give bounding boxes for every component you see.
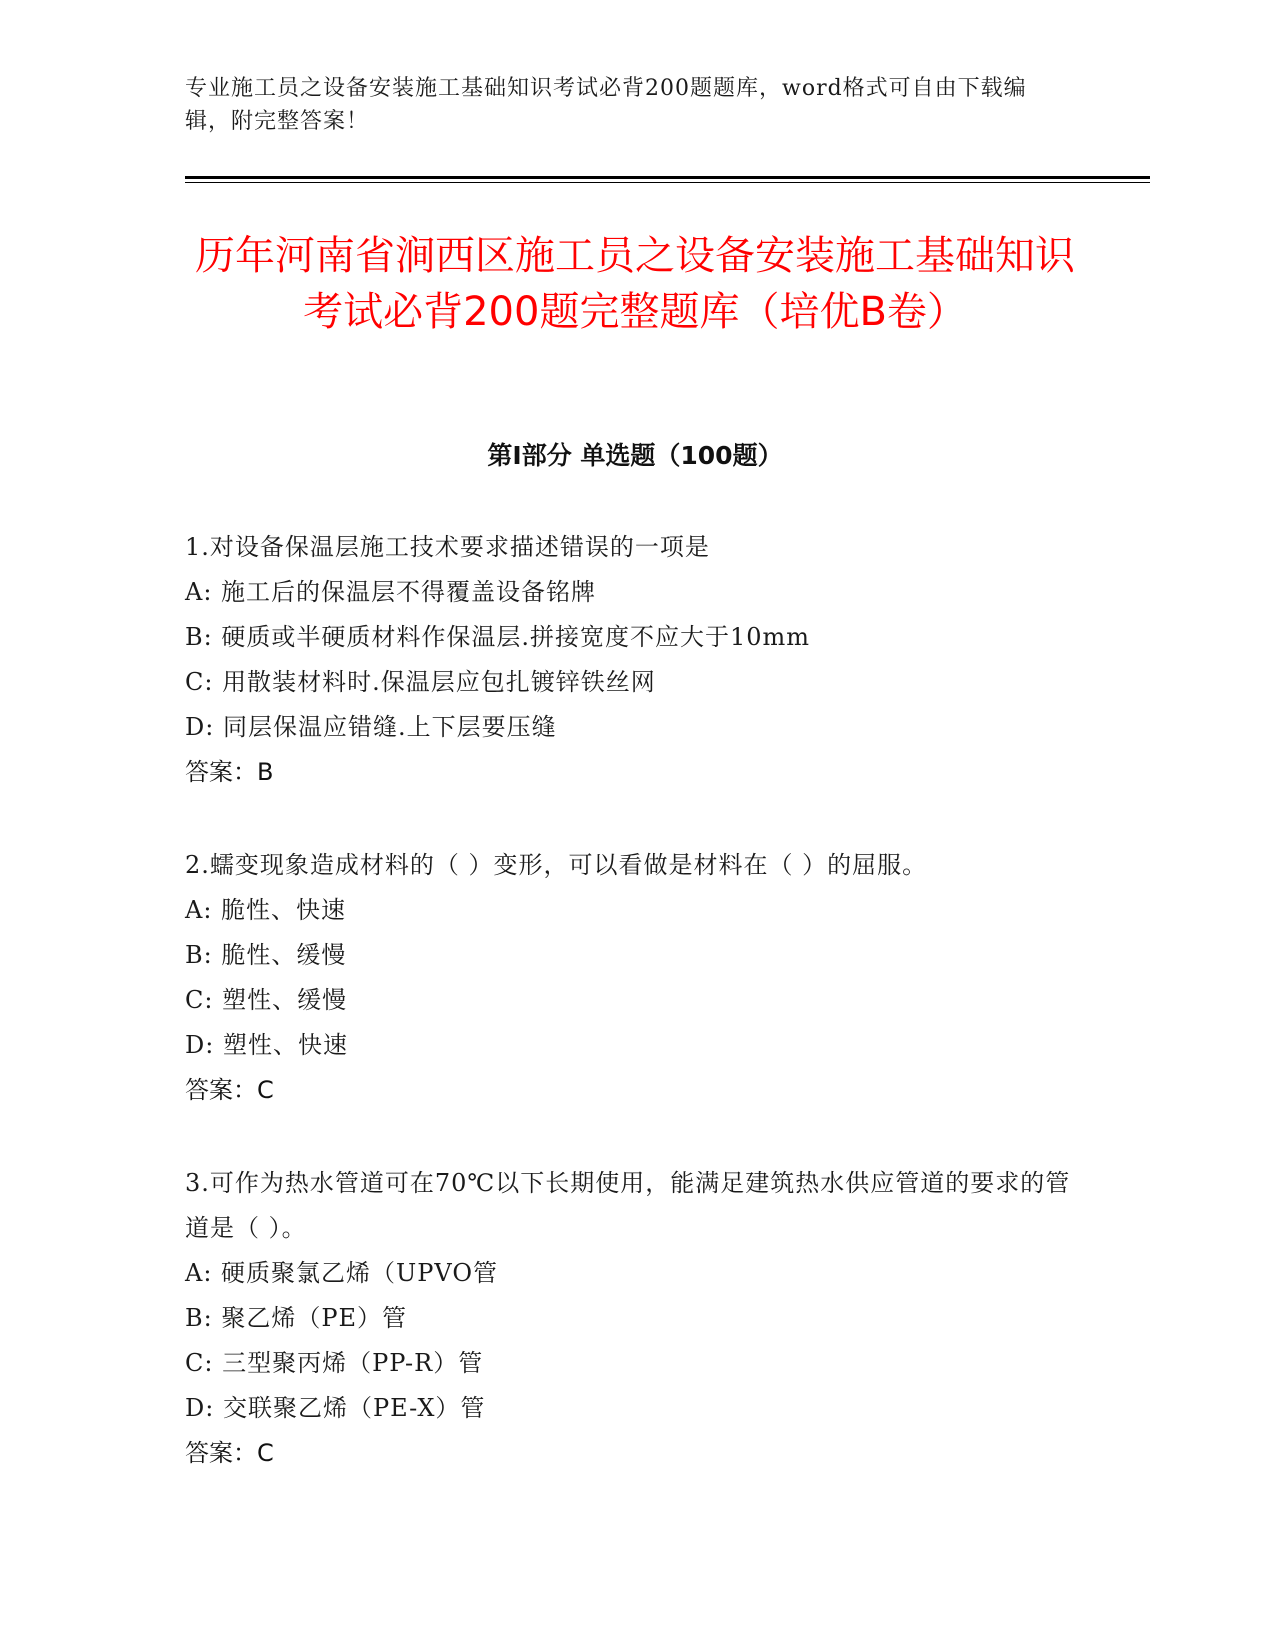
question-3 [185, 1161, 1085, 1476]
question-stem: 3.可作为热水管道可在70℃以下长期使用，能满足建筑热水供应管道的要求的管道是（ ）。 [185, 1169, 1071, 1242]
option-b: B: 脆性、缓慢 [185, 941, 347, 969]
section-title: 第I部分 单选题（100题） [487, 441, 783, 470]
question-stem: 2.蠕变现象造成材料的（ ）变形，可以看做是材料在（ ）的屈服。 [185, 851, 928, 879]
header-note: 专业施工员之设备安装施工基础知识考试必背200题题库，word格式可自由下载编辑，附完整答案！ [185, 76, 1027, 134]
question-2 [185, 843, 1085, 1113]
option-d: D: 同层保温应错缝.上下层要压缝 [185, 713, 557, 741]
option-b: B: 聚乙烯（PE）管 [185, 1304, 408, 1332]
question-list [185, 525, 1085, 1524]
option-a: A: 硬质聚氯乙烯（UPVO管 [185, 1259, 499, 1287]
question-1 [185, 525, 1085, 795]
option-c: C: 塑性、缓慢 [185, 986, 348, 1014]
option-a: A: 施工后的保温层不得覆盖设备铭牌 [185, 578, 597, 606]
question-stem: 1.对设备保温层施工技术要求描述错误的一项是 [185, 533, 710, 561]
option-d: D: 塑性、快速 [185, 1031, 348, 1059]
option-c: C: 用散装材料时.保温层应包扎镀锌铁丝网 [185, 668, 656, 696]
header-divider-thin [185, 182, 1150, 183]
option-a: A: 脆性、快速 [185, 896, 347, 924]
answer: 答案：C [185, 1439, 274, 1467]
answer: 答案：C [185, 1076, 274, 1104]
answer: 答案：B [185, 758, 274, 786]
option-d: D: 交联聚乙烯（PE-X）管 [185, 1394, 486, 1422]
option-b: B: 硬质或半硬质材料作保温层.拼接宽度不应大于10mm [185, 623, 811, 651]
header-divider-thick [185, 176, 1150, 179]
document-title: 历年河南省涧西区施工员之设备安装施工基础知识考试必背200题完整题库（培优B卷） [195, 233, 1075, 335]
option-c: C: 三型聚丙烯（PP-R）管 [185, 1349, 484, 1377]
